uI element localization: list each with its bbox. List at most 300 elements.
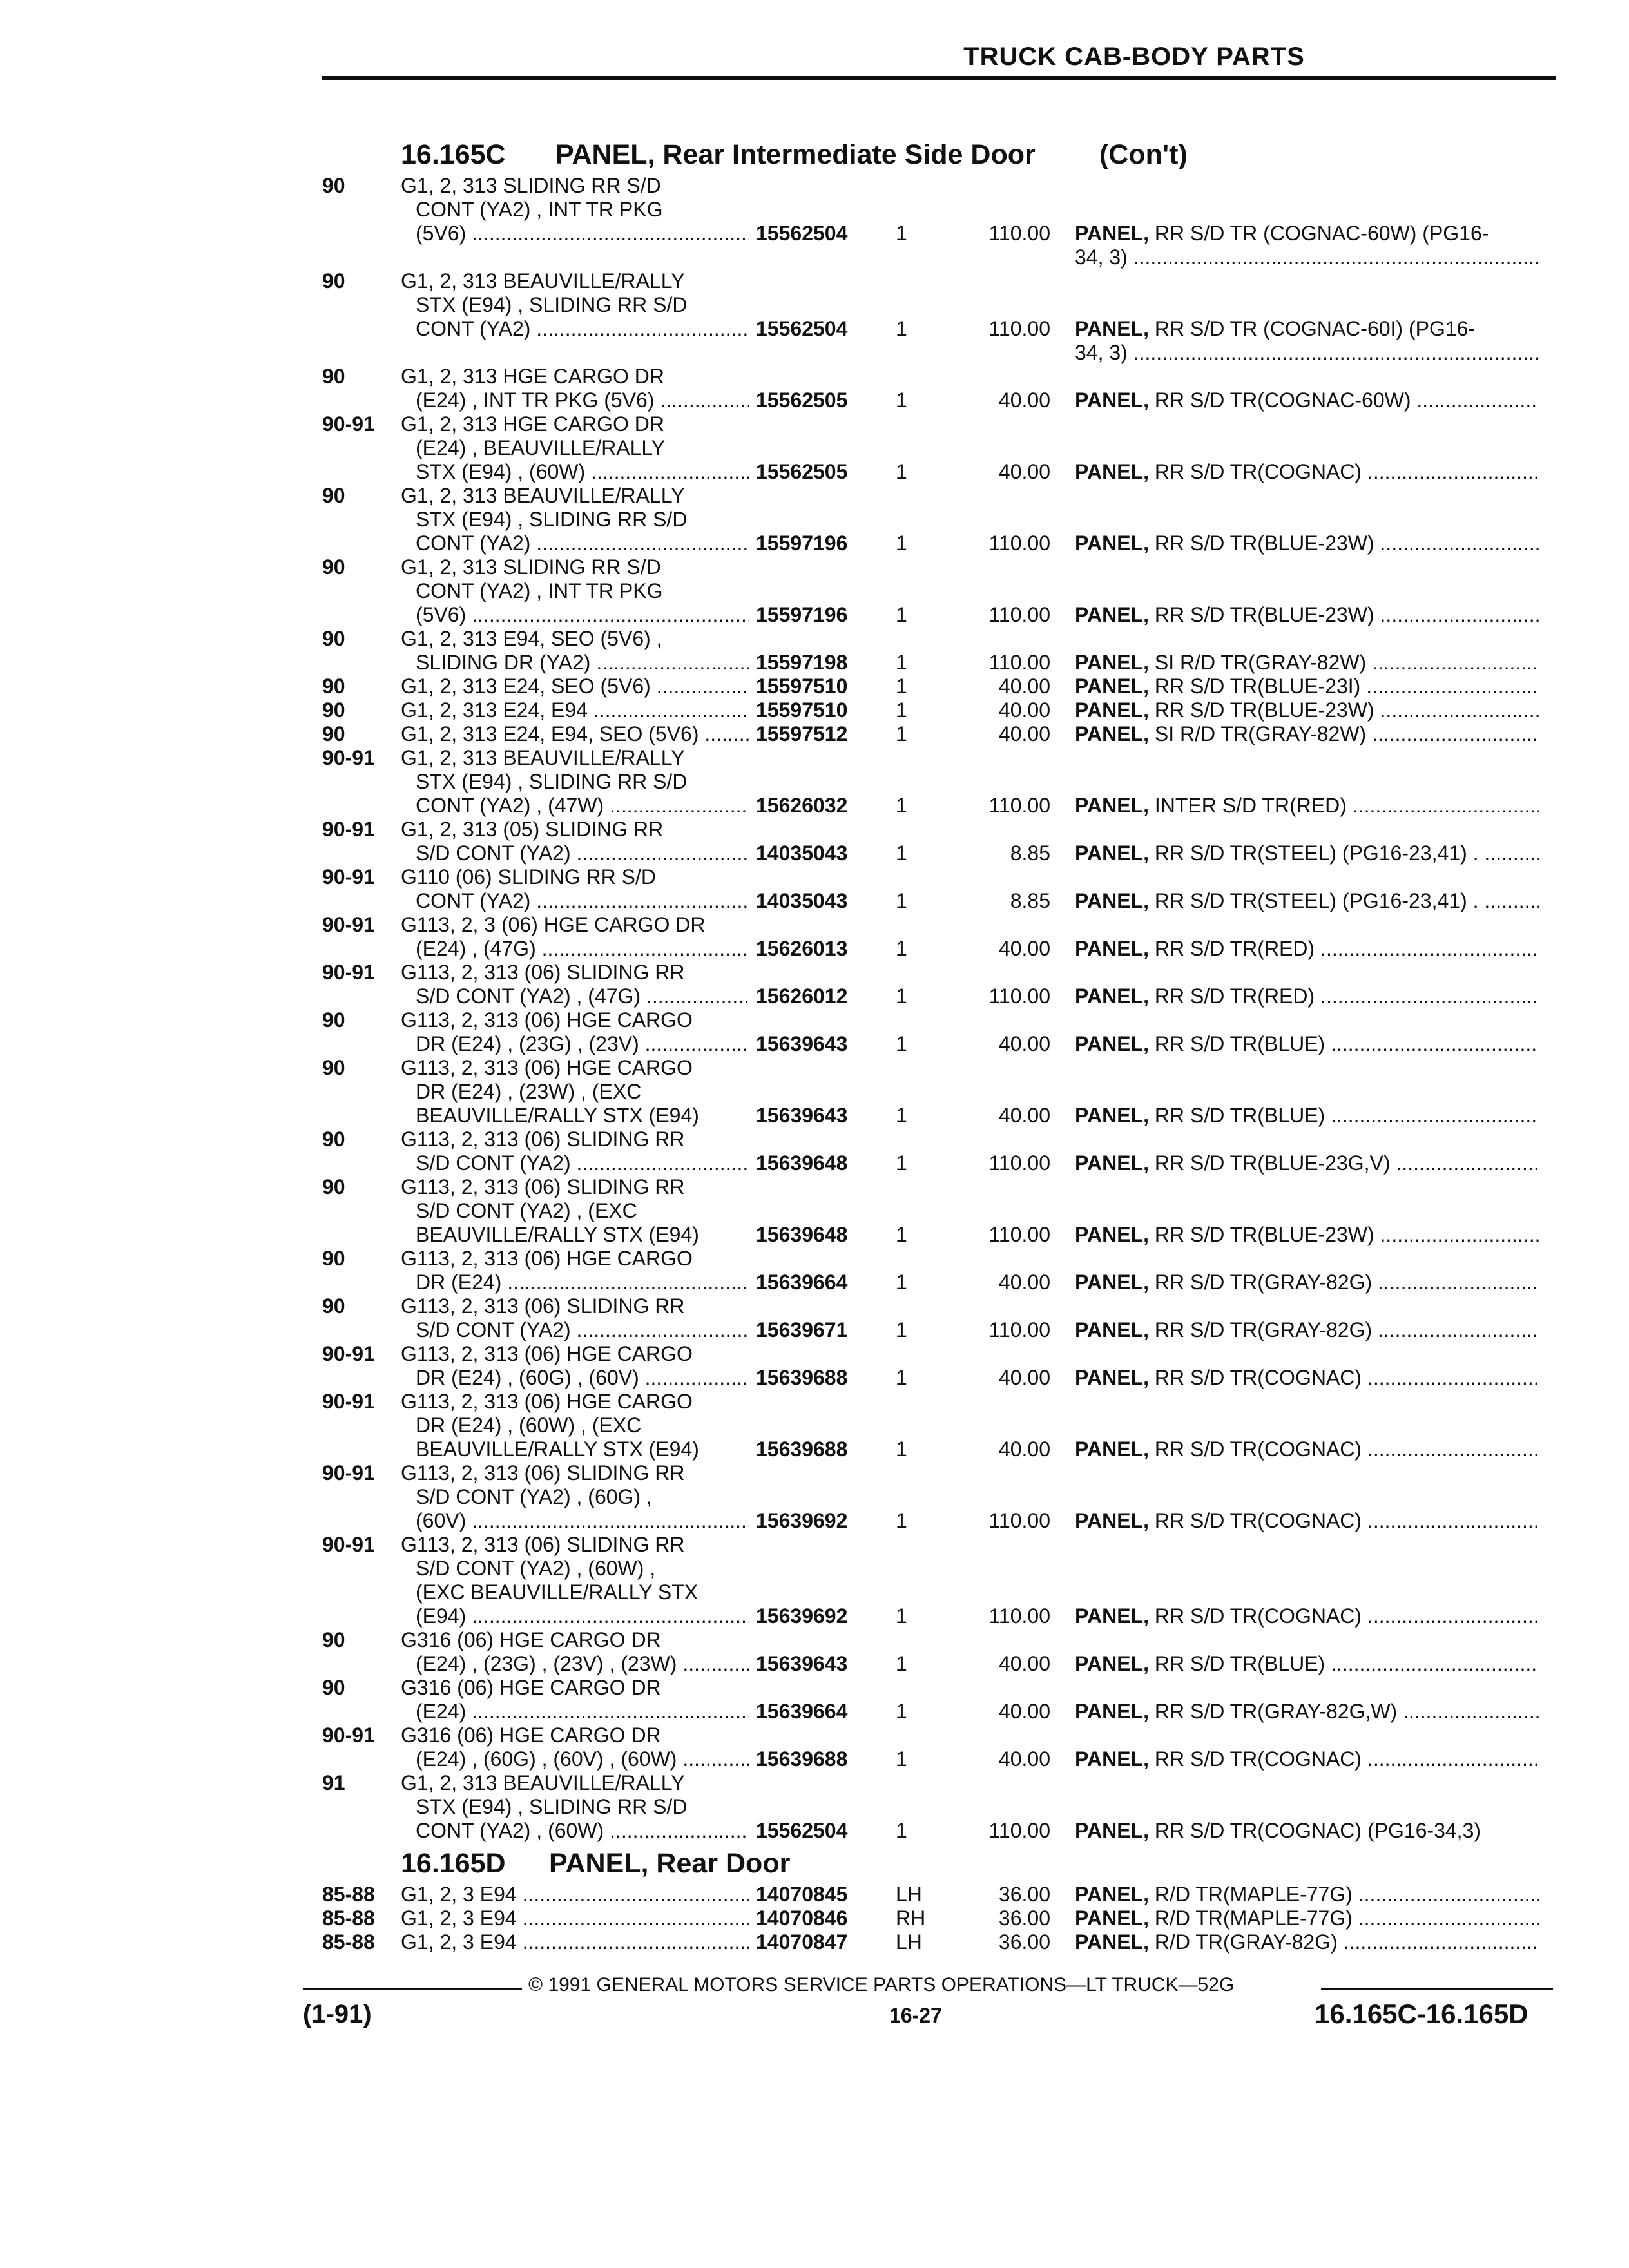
quantity: 1 <box>896 794 907 817</box>
quantity: 1 <box>896 1032 907 1055</box>
part-name <box>1075 1930 1539 1954</box>
parts-row <box>0 1247 1629 1294</box>
model-year: 90 <box>322 269 345 293</box>
row-line <box>0 1032 1629 1056</box>
price: 110.00 <box>988 794 1050 817</box>
row-line <box>0 1008 1629 1032</box>
application-description: G113, 2, 313 (06) HGE CARGO <box>401 1390 693 1413</box>
price: 110.00 <box>988 222 1050 245</box>
row-line <box>0 1819 1629 1843</box>
part-name-prefix: PANEL, <box>1075 1271 1149 1294</box>
part-name-prefix: PANEL, <box>1075 1032 1149 1055</box>
application-description: G110 (06) SLIDING RR S/D <box>401 865 656 889</box>
row-line <box>0 1318 1629 1342</box>
row-line <box>0 889 1629 913</box>
application-description: G316 (06) HGE CARGO DR <box>401 1628 661 1651</box>
part-name-text: RR S/D TR(STEEL) (PG16-23,41) . <box>1154 841 1479 865</box>
footer-page-number: 16-27 <box>889 2004 942 2027</box>
parts-row <box>0 1461 1629 1533</box>
part-name <box>1075 1700 1539 1724</box>
row-line <box>0 698 1629 722</box>
part-number: 14035043 <box>756 889 848 912</box>
part-name-text: RR S/D TR(COGNAC-60W) <box>1154 389 1411 412</box>
row-line <box>0 1724 1629 1747</box>
model-year: 90 <box>322 1008 345 1032</box>
row-line <box>0 198 1629 222</box>
part-name-prefix: PANEL, <box>1075 389 1149 412</box>
quantity: 1 <box>896 1819 907 1842</box>
part-name-text: RR S/D TR(RED) <box>1154 937 1315 960</box>
part-name <box>1075 841 1539 865</box>
row-line <box>0 1604 1629 1628</box>
model-year: 90 <box>322 1247 345 1270</box>
part-number: 15639643 <box>756 1032 848 1055</box>
part-name <box>1075 1223 1539 1247</box>
parts-row <box>0 1008 1629 1056</box>
row-line <box>0 1151 1629 1175</box>
parts-row <box>0 746 1629 818</box>
part-name <box>1075 1907 1539 1930</box>
model-year: 90 <box>322 1175 345 1198</box>
row-line <box>0 1883 1629 1907</box>
quantity: 1 <box>896 1604 907 1628</box>
application-description: DR (E24) ..... <box>416 1271 749 1294</box>
application-description: S/D CONT (YA2) , (60W) , <box>416 1557 656 1580</box>
part-number: 14070845 <box>756 1883 848 1906</box>
section-header <box>0 1843 1629 1883</box>
parts-row <box>0 675 1629 698</box>
parts-row <box>0 1628 1629 1676</box>
part-name-prefix: PANEL, <box>1075 1819 1149 1842</box>
part-name-text: RR S/D TR(BLUE-23W) <box>1154 698 1374 722</box>
part-number: 15639688 <box>756 1437 848 1461</box>
parts-row <box>0 1907 1629 1930</box>
price: 110.00 <box>988 1318 1050 1341</box>
row-line <box>0 722 1629 746</box>
part-name-prefix: PANEL, <box>1075 1366 1149 1389</box>
row-line <box>0 412 1629 436</box>
price: 110.00 <box>988 317 1050 340</box>
application-description: (E24) , (60G) , (60V) , (60W) ..... <box>416 1747 749 1771</box>
application-description: CONT (YA2) , (47W) ..... <box>416 794 749 818</box>
model-year: 90 <box>322 365 345 388</box>
part-name-prefix: PANEL, <box>1075 1223 1149 1246</box>
row-line <box>0 1294 1629 1318</box>
row-line <box>0 1390 1629 1414</box>
row-line <box>0 1104 1629 1128</box>
model-year: 90-91 <box>322 913 375 936</box>
section-header <box>0 134 1629 174</box>
row-line <box>0 961 1629 985</box>
part-name-continued: 34, 3) ..... <box>1075 245 1539 269</box>
parts-row <box>0 1390 1629 1461</box>
application-description: STX (E94) , SLIDING RR S/D <box>416 770 688 793</box>
quantity: 1 <box>896 389 907 412</box>
part-name-text: RR S/D TR(BLUE-23G,V) <box>1154 1151 1391 1175</box>
quantity: 1 <box>896 841 907 865</box>
part-name-text: RR S/D TR(BLUE-23I) <box>1154 675 1361 698</box>
quantity: 1 <box>896 1223 907 1246</box>
part-name-prefix: PANEL, <box>1075 675 1149 698</box>
part-name <box>1075 1151 1539 1175</box>
part-number: 15597512 <box>756 722 848 745</box>
parts-row <box>0 174 1629 269</box>
row-line-continued <box>0 245 1629 269</box>
model-year: 90 <box>322 484 345 507</box>
row-line <box>0 1795 1629 1819</box>
quantity: 1 <box>896 1104 907 1127</box>
quantity: 1 <box>896 698 907 722</box>
part-number: 15639664 <box>756 1271 848 1294</box>
row-line <box>0 1771 1629 1795</box>
part-number: 15562505 <box>756 460 848 483</box>
footer-rule-left <box>303 1988 522 1990</box>
quantity: 1 <box>896 1366 907 1389</box>
part-name-prefix: PANEL, <box>1075 1104 1149 1127</box>
parts-row <box>0 1883 1629 1907</box>
application-description: DR (E24) , (60W) , (EXC <box>416 1414 642 1437</box>
row-line <box>0 1700 1629 1724</box>
application-description: (60V) ..... <box>416 1509 749 1533</box>
model-year: 85-88 <box>322 1907 375 1930</box>
row-line <box>0 627 1629 651</box>
application-description: (E94) ..... <box>416 1604 749 1628</box>
row-line <box>0 675 1629 698</box>
row-line <box>0 937 1629 961</box>
price: 110.00 <box>988 1604 1050 1628</box>
section-name: PANEL, Rear Door <box>549 1848 791 1879</box>
application-description: BEAUVILLE/RALLY STX (E94) <box>416 1104 699 1127</box>
price: 110.00 <box>988 1151 1050 1175</box>
application-description: G113, 2, 313 (06) SLIDING RR <box>401 1175 685 1198</box>
row-line <box>0 222 1629 245</box>
application-description: G316 (06) HGE CARGO DR <box>401 1676 661 1699</box>
application-description: (E24) , BEAUVILLE/RALLY <box>416 436 666 459</box>
part-name-prefix: PANEL, <box>1075 1747 1149 1771</box>
row-line <box>0 1907 1629 1930</box>
price: 110.00 <box>988 603 1050 626</box>
application-description: G1, 2, 313 HGE CARGO DR <box>401 412 665 436</box>
part-name-text: RR S/D TR(BLUE-23W) <box>1154 1223 1374 1246</box>
application-description: G113, 2, 313 (06) HGE CARGO <box>401 1056 693 1079</box>
part-number: 15639671 <box>756 1318 848 1341</box>
model-year: 90-91 <box>322 961 375 984</box>
part-name <box>1075 698 1539 722</box>
section-code: 16.165C <box>401 139 506 170</box>
application-description: G1, 2, 313 BEAUVILLE/RALLY <box>401 1771 685 1794</box>
part-number: 15639692 <box>756 1509 848 1532</box>
page-header-title: TRUCK CAB-BODY PARTS <box>963 43 1305 71</box>
part-number: 15562504 <box>756 317 848 340</box>
part-name <box>1075 532 1539 555</box>
part-number: 15597510 <box>756 698 848 722</box>
part-name-text: SI R/D TR(GRAY-82W) <box>1154 651 1367 674</box>
parts-row <box>0 269 1629 365</box>
part-name <box>1075 1747 1539 1771</box>
price: 40.00 <box>998 722 1050 745</box>
parts-row <box>0 1724 1629 1771</box>
part-name-prefix: PANEL, <box>1075 1151 1149 1175</box>
row-line <box>0 1080 1629 1104</box>
part-number: 15562504 <box>756 1819 848 1842</box>
part-name-prefix: PANEL, <box>1075 889 1149 912</box>
part-name-prefix: PANEL, <box>1075 317 1149 340</box>
price: 110.00 <box>988 532 1050 555</box>
part-name-text: RR S/D TR(RED) <box>1154 985 1315 1008</box>
part-name-text: RR S/D TR(COGNAC) <box>1154 1604 1362 1628</box>
row-line <box>0 293 1629 317</box>
part-number: 15626012 <box>756 985 848 1008</box>
model-year: 90 <box>322 1676 345 1699</box>
part-name <box>1075 1652 1539 1676</box>
model-year: 90 <box>322 1628 345 1651</box>
parts-row <box>0 865 1629 913</box>
part-name-text: RR S/D TR(COGNAC) <box>1154 1366 1362 1389</box>
price: 110.00 <box>988 1223 1050 1246</box>
quantity: 1 <box>896 889 907 912</box>
part-name-text: RR S/D TR(COGNAC) <box>1154 1437 1362 1461</box>
part-name <box>1075 1271 1539 1294</box>
model-year: 90 <box>322 174 345 197</box>
part-name-text: R/D TR(MAPLE-77G) <box>1154 1907 1353 1930</box>
row-line <box>0 1437 1629 1461</box>
part-name-prefix: PANEL, <box>1075 532 1149 555</box>
part-name <box>1075 937 1539 961</box>
price: 8.85 <box>1010 889 1050 912</box>
application-description: G1, 2, 313 (05) SLIDING RR <box>401 818 664 841</box>
price: 110.00 <box>988 1819 1050 1842</box>
quantity: LH <box>896 1930 922 1954</box>
footer-date: (1-91) <box>303 2000 372 2028</box>
part-name-text: RR S/D TR (COGNAC-60I) (PG16- <box>1154 317 1476 340</box>
price: 40.00 <box>998 1747 1050 1771</box>
part-name <box>1075 460 1539 484</box>
model-year: 90-91 <box>322 865 375 889</box>
application-description: CONT (YA2) , (60W) ..... <box>416 1819 749 1843</box>
part-name <box>1075 722 1539 746</box>
part-name <box>1075 1032 1539 1056</box>
row-line <box>0 818 1629 841</box>
row-line <box>0 1414 1629 1437</box>
part-name-text: RR S/D TR(BLUE) <box>1154 1032 1325 1055</box>
part-name-prefix: PANEL, <box>1075 1604 1149 1628</box>
parts-row <box>0 412 1629 484</box>
application-description: G1, 2, 313 E24, E94 ..... <box>401 698 749 722</box>
application-description: G1, 2, 313 BEAUVILLE/RALLY <box>401 746 685 769</box>
row-line <box>0 460 1629 484</box>
application-description: CONT (YA2) ..... <box>416 532 749 555</box>
part-number: 14035043 <box>756 841 848 865</box>
quantity: 1 <box>896 1271 907 1294</box>
part-number: 15639688 <box>756 1747 848 1771</box>
part-name <box>1075 1366 1539 1390</box>
part-name <box>1075 603 1539 627</box>
price: 40.00 <box>998 698 1050 722</box>
price: 36.00 <box>998 1883 1050 1906</box>
parts-row <box>0 1930 1629 1954</box>
model-year: 90-91 <box>322 746 375 769</box>
application-description: G113, 2, 3 (06) HGE CARGO DR <box>401 913 706 936</box>
model-year: 85-88 <box>322 1883 375 1906</box>
parts-row <box>0 698 1629 722</box>
part-number: 15597196 <box>756 603 848 626</box>
application-description: CONT (YA2) ..... <box>416 317 749 341</box>
part-name-text: RR S/D TR(BLUE-23W) <box>1154 532 1374 555</box>
row-line <box>0 317 1629 341</box>
model-year: 90 <box>322 675 345 698</box>
price: 110.00 <box>988 1509 1050 1532</box>
row-line <box>0 1199 1629 1223</box>
application-description: G113, 2, 313 (06) SLIDING RR <box>401 961 685 984</box>
quantity: 1 <box>896 1437 907 1461</box>
parts-row <box>0 961 1629 1008</box>
part-name <box>1075 1509 1539 1533</box>
row-line <box>0 1485 1629 1509</box>
part-number: 15597196 <box>756 532 848 555</box>
quantity: LH <box>896 1883 922 1906</box>
part-name <box>1075 1437 1539 1461</box>
price: 40.00 <box>998 937 1050 960</box>
header-rule <box>322 76 1556 80</box>
model-year: 90-91 <box>322 1390 375 1413</box>
row-line <box>0 1175 1629 1199</box>
quantity: 1 <box>896 603 907 626</box>
quantity: 1 <box>896 985 907 1008</box>
row-line <box>0 555 1629 579</box>
model-year: 90-91 <box>322 412 375 436</box>
row-line <box>0 841 1629 865</box>
price: 36.00 <box>998 1930 1050 1954</box>
part-number: 14070847 <box>756 1930 848 1954</box>
part-name <box>1075 1104 1539 1128</box>
row-line <box>0 865 1629 889</box>
application-description: (E24) ..... <box>416 1700 749 1724</box>
price: 40.00 <box>998 675 1050 698</box>
quantity: 1 <box>896 937 907 960</box>
model-year: 91 <box>322 1771 345 1794</box>
part-name <box>1075 389 1539 412</box>
part-name-text: R/D TR(MAPLE-77G) <box>1154 1883 1353 1906</box>
row-line <box>0 1056 1629 1080</box>
model-year: 90 <box>322 722 345 745</box>
part-name-prefix: PANEL, <box>1075 222 1149 245</box>
application-description: G1, 2, 313 E94, SEO (5V6) , <box>401 627 662 650</box>
row-line <box>0 508 1629 532</box>
parts-row <box>0 1342 1629 1390</box>
application-description: (E24) , (23G) , (23V) , (23W) ..... <box>416 1652 749 1676</box>
price: 40.00 <box>998 1104 1050 1127</box>
parts-row <box>0 1771 1629 1843</box>
model-year: 90-91 <box>322 1533 375 1556</box>
row-line <box>0 1366 1629 1390</box>
row-line <box>0 1557 1629 1581</box>
part-number: 15639664 <box>756 1700 848 1723</box>
part-name-prefix: PANEL, <box>1075 1437 1149 1461</box>
application-description: (EXC BEAUVILLE/RALLY STX <box>416 1581 699 1604</box>
application-description: STX (E94) , SLIDING RR S/D <box>416 293 688 316</box>
part-name-prefix: PANEL, <box>1075 1318 1149 1341</box>
quantity: 1 <box>896 460 907 483</box>
part-name <box>1075 1883 1539 1907</box>
part-name-prefix: PANEL, <box>1075 937 1149 960</box>
part-name-text: RR S/D TR(COGNAC) (PG16-34,3) <box>1154 1819 1481 1842</box>
price: 36.00 <box>998 1907 1050 1930</box>
row-line <box>0 579 1629 603</box>
section-name: PANEL, Rear Intermediate Side Door <box>555 139 1036 170</box>
part-name-prefix: PANEL, <box>1075 1907 1149 1930</box>
application-description: DR (E24) , (23G) , (23V) ..... <box>416 1032 749 1056</box>
part-number: 15626032 <box>756 794 848 817</box>
row-line <box>0 1533 1629 1557</box>
row-line <box>0 484 1629 508</box>
part-name <box>1075 651 1539 675</box>
application-description: G1, 2, 313 BEAUVILLE/RALLY <box>401 269 685 293</box>
footer-section-range: 16.165C-16.165D <box>1315 1999 1528 2029</box>
application-description: CONT (YA2) , INT TR PKG <box>416 198 663 221</box>
application-description: DR (E24) , (23W) , (EXC <box>416 1080 642 1103</box>
part-name <box>1075 675 1539 698</box>
part-number: 15639643 <box>756 1652 848 1675</box>
quantity: 1 <box>896 317 907 340</box>
part-name-prefix: PANEL, <box>1075 460 1149 483</box>
part-name-text: RR S/D TR(BLUE) <box>1154 1652 1325 1675</box>
model-year: 90 <box>322 627 345 650</box>
parts-row <box>0 722 1629 746</box>
row-line <box>0 532 1629 555</box>
parts-row <box>0 1676 1629 1724</box>
part-name <box>1075 317 1539 341</box>
parts-row <box>0 1056 1629 1128</box>
model-year: 90 <box>322 555 345 579</box>
price: 40.00 <box>998 389 1050 412</box>
application-description: G316 (06) HGE CARGO DR <box>401 1724 661 1747</box>
parts-row <box>0 1533 1629 1628</box>
part-name <box>1075 222 1539 245</box>
row-line <box>0 1271 1629 1294</box>
quantity: 1 <box>896 1318 907 1341</box>
application-description: G113, 2, 313 (06) SLIDING RR <box>401 1128 685 1151</box>
price: 40.00 <box>998 1032 1050 1055</box>
parts-row <box>0 484 1629 555</box>
quantity: 1 <box>896 651 907 674</box>
parts-row <box>0 913 1629 961</box>
application-description: BEAUVILLE/RALLY STX (E94) <box>416 1437 699 1461</box>
application-description: G1, 2, 3 E94 ..... <box>401 1907 749 1930</box>
model-year: 85-88 <box>322 1930 375 1954</box>
row-line <box>0 1509 1629 1533</box>
footer-copyright: © 1991 GENERAL MOTORS SERVICE PARTS OPERATIONS—LT TRUCK—52G <box>528 1974 1235 1995</box>
part-name-text: INTER S/D TR(RED) <box>1154 794 1347 817</box>
part-number: 14070846 <box>756 1907 848 1930</box>
application-description: G1, 2, 3 E94 ..... <box>401 1883 749 1907</box>
application-description: DR (E24) , (60G) , (60V) ..... <box>416 1366 749 1390</box>
application-description: G113, 2, 313 (06) SLIDING RR <box>401 1533 685 1556</box>
quantity: 1 <box>896 532 907 555</box>
model-year: 90 <box>322 1294 345 1318</box>
application-description: S/D CONT (YA2) , (47G) ..... <box>416 985 749 1008</box>
quantity: 1 <box>896 1652 907 1675</box>
part-name-prefix: PANEL, <box>1075 603 1149 626</box>
row-line-continued <box>0 341 1629 365</box>
part-name-prefix: PANEL, <box>1075 985 1149 1008</box>
row-line <box>0 174 1629 198</box>
application-description: G1, 2, 313 E24, E94, SEO (5V6) ..... <box>401 722 749 746</box>
price: 110.00 <box>988 651 1050 674</box>
application-description: G1, 2, 313 SLIDING RR S/D <box>401 555 661 579</box>
parts-row <box>0 555 1629 627</box>
part-name-prefix: PANEL, <box>1075 841 1149 865</box>
part-name-text: RR S/D TR(GRAY-82G,W) <box>1154 1700 1398 1723</box>
